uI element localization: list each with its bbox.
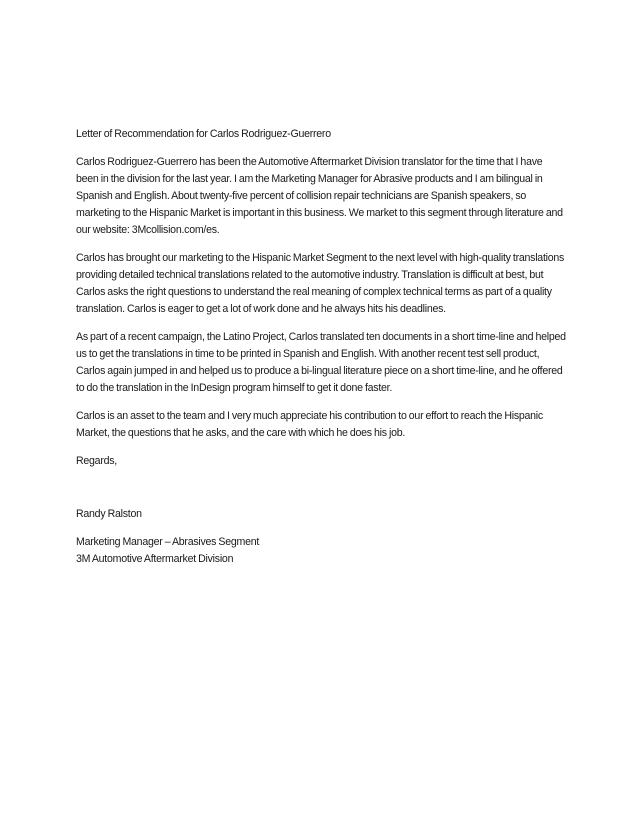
- signature-division: 3M Automotive Aftermarket Division: [76, 553, 234, 565]
- letter-body: [76, 126, 566, 568]
- signature-block: [76, 534, 566, 568]
- paragraph-1: Carlos Rodriguez-Guerrero has been the Automotive Aftermarket Division translator for the time that I have been in the division for the last year. I am the Marketing Manager for Abrasive products and I am bilingual in Spanish and English. About twenty-five percent of collision repair technicians are Spanish speakers, so marketing to the Hispanic Market is important in this business. We market to this segment through literature and our website: 3Mcollision.com/es.: [76, 156, 563, 236]
- signature-name: Randy Ralston: [76, 508, 142, 520]
- closing: Regards,: [76, 455, 117, 467]
- paragraph-4: Carlos is an asset to the team and I very much appreciate his contribution to our effort to reach the Hispanic Market, the questions that he asks, and the care with which he does his job.: [76, 410, 543, 439]
- letter-title: Letter of Recommendation for Carlos Rodriguez-Guerrero: [76, 128, 331, 140]
- paragraph-3: As part of a recent campaign, the Latino Project, Carlos translated ten documents in a short time-line and helped us to get the translations in time to be printed in Spanish and English. With another recent test sell product, Carlos again jumped in and helped us to produce a bi-lingual literature piece on a short time-line, and he offered to do the translation in the InDesign program himself to get it done faster.: [76, 331, 566, 394]
- signature-title: Marketing Manager – Abrasives Segment: [76, 536, 260, 548]
- paragraph-2: Carlos has brought our marketing to the Hispanic Market Segment to the next level with high-quality translations providing detailed technical translations related to the automotive industry. Translation is difficult at best, but Carlos asks the right questions to understand the real meaning of complex technical terms as part of a quality translation. Carlos is eager to get a lot of work done and he always hits his deadlines.: [76, 252, 565, 315]
